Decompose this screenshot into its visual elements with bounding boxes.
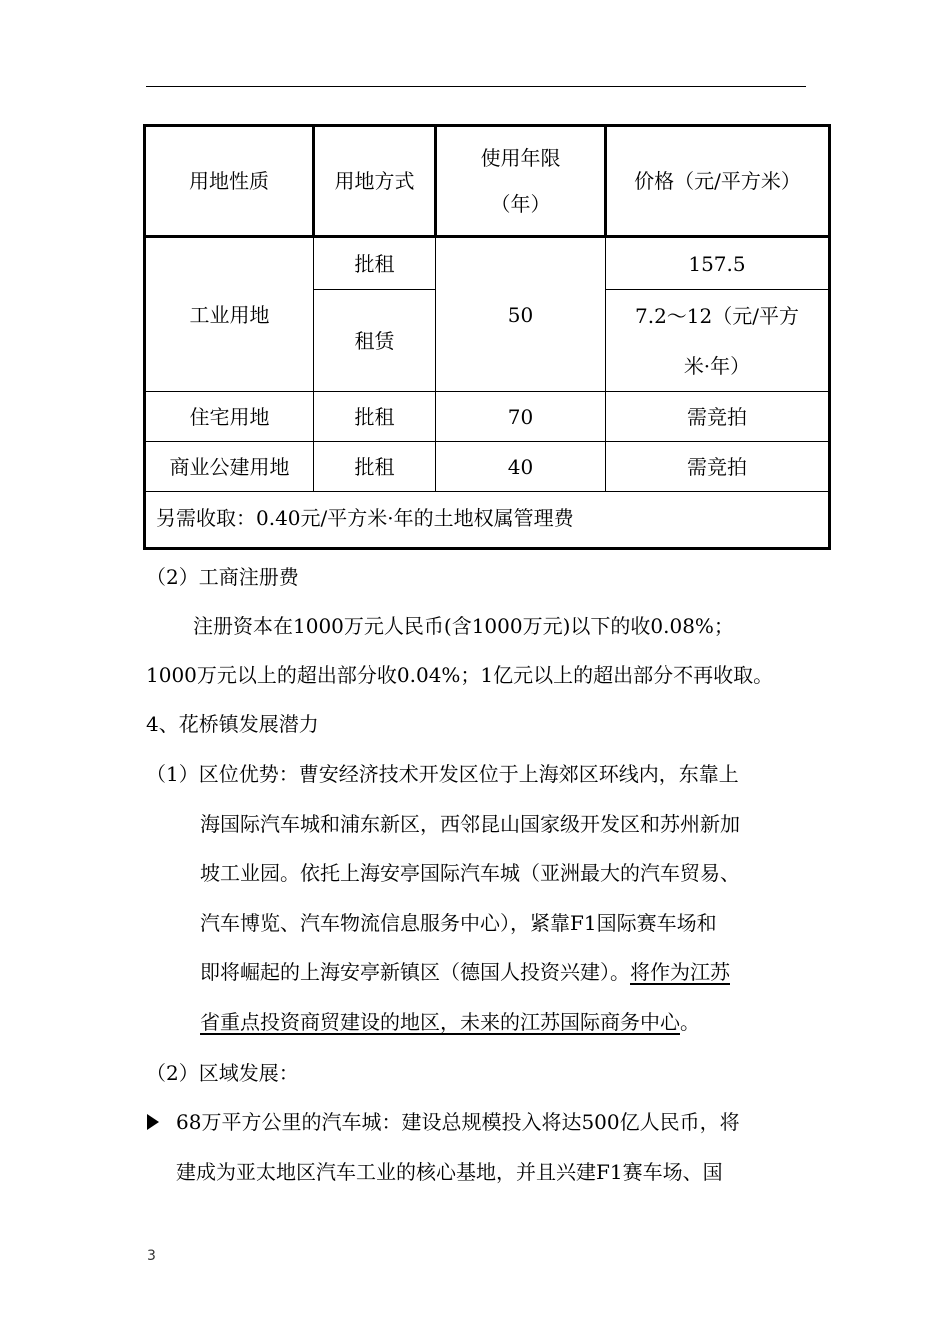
header-price: 价格（元/平方米） [634,169,801,193]
industrial-nature: 工业用地 [189,302,270,327]
industrial-price-2-line1: 7.2～12（元/平方 [635,303,799,328]
commercial-price: 需竞拍 [687,454,747,479]
advantage-line3: 坡工业园。依托上海安亭国际汽车城（亚洲最大的汽车贸易、 [200,861,740,885]
advantage-line5-plain: 即将崛起的上海安亭新镇区（德国人投资兴建）。 [200,960,630,984]
page-number: 3 [147,1248,156,1264]
header-method: 用地方式 [334,169,415,193]
section-2-title: （2）工商注册费 [146,565,299,589]
advantage-line6-end: 。 [680,1010,700,1034]
advantage-line1: （1）区位优势：曹安经济技术开发区位于上海郊区环线内，东靠上 [146,762,739,786]
industrial-price-1: 157.5 [688,251,746,276]
land-price-table [143,124,831,550]
commercial-nature: 商业公建用地 [169,454,290,479]
residential-method: 批租 [354,404,395,429]
development-title: （2）区域发展： [146,1061,299,1085]
section-2-paragraph-line1: 注册资本在1000万元人民币(含1000万元)以下的收0.08%； [193,614,734,638]
advantage-line2: 海国际汽车城和浦东新区，西邻昆山国家级开发区和苏州新加 [200,812,740,836]
residential-price: 需竞拍 [687,404,747,429]
header-years [437,127,604,235]
bullet1-line2: 建成为亚太地区汽车工业的核心基地，并且兴建F1赛车场、国 [176,1160,723,1184]
industrial-method-2: 租赁 [354,328,395,353]
header-nature: 用地性质 [189,169,269,193]
bullet1-line1: 68万平方公里的汽车城：建设总规模投入将达500亿人民币，将 [176,1110,740,1134]
header-years-line2: （年） [490,192,551,216]
header-rule [146,86,806,87]
advantage-line4: 汽车博览、汽车物流信息服务中心），紧靠F1国际赛车场和 [200,911,717,935]
table-footer-note: 另需收取：0.40元/平方米·年的土地权属管理费 [156,506,574,530]
residential-nature: 住宅用地 [189,404,270,429]
section-4-title: 4、花桥镇发展潜力 [146,712,319,736]
industrial-years: 50 [507,302,534,327]
residential-years: 70 [507,404,534,429]
industrial-price-2 [606,290,828,391]
bullet-arrow-icon [147,1114,159,1130]
advantage-line5 [200,958,730,986]
advantage-line6 [200,1008,700,1036]
commercial-years: 40 [507,454,534,479]
advantage-line5-underlined: 将作为江苏 [630,960,730,984]
industrial-price-2-line2: 米·年） [683,353,751,378]
header-years-line1: 使用年限 [480,146,561,170]
section-2-paragraph-line2: 1000万元以上的超出部分收0.04%；1亿元以上的超出部分不再收取。 [146,663,774,687]
advantage-line6-underlined: 省重点投资商贸建设的地区，未来的江苏国际商务中心 [200,1010,680,1034]
commercial-method: 批租 [354,454,395,479]
industrial-method-1: 批租 [354,251,395,276]
